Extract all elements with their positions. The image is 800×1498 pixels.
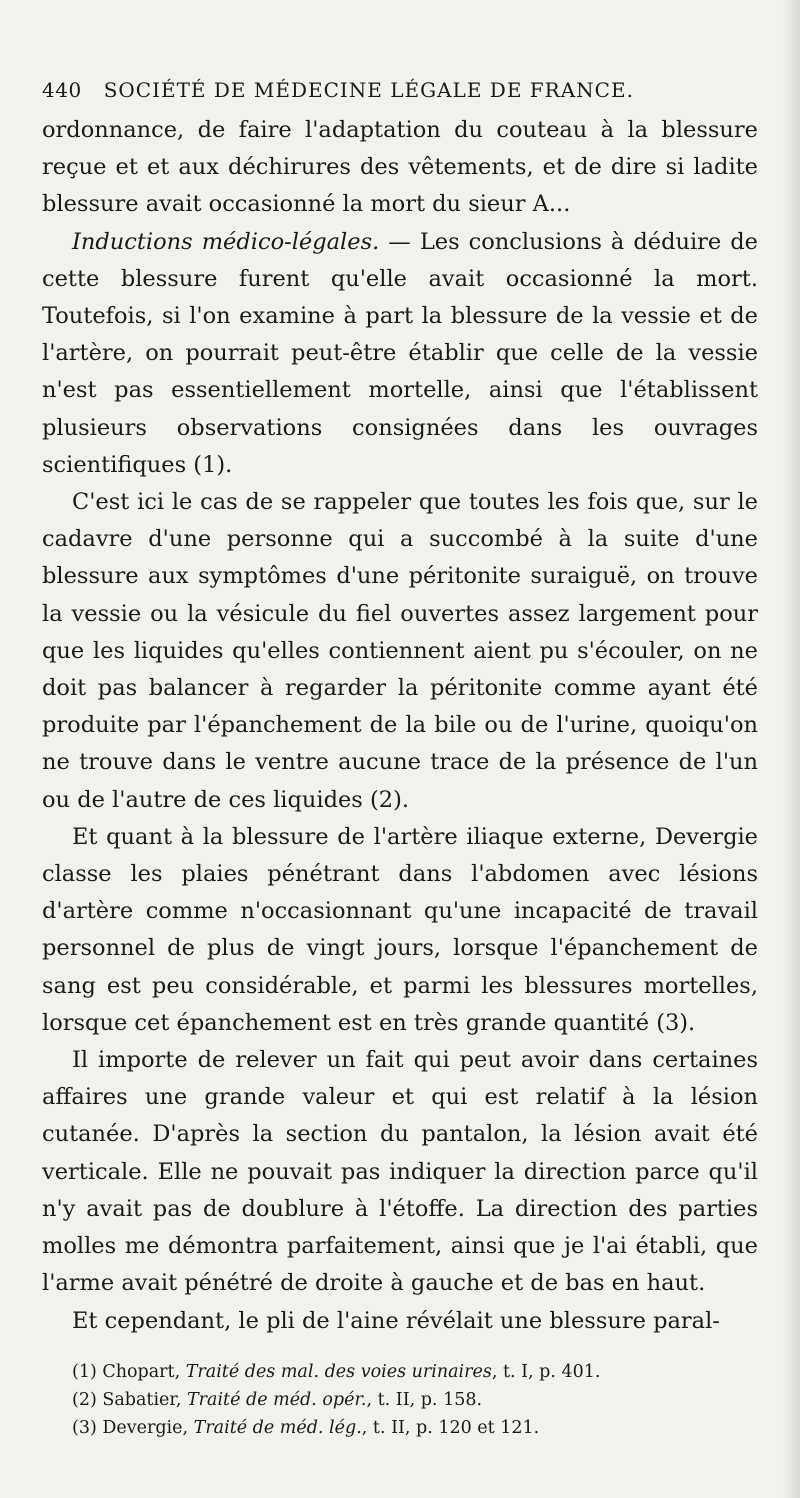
paragraph-2 [42,224,758,484]
footnote-1-author: (1) Chopart, [72,1361,186,1382]
footnote-2 [72,1386,758,1414]
page-number: 440 [42,78,82,102]
paragraph-5: Il importe de relever un fait qui peut avoir dans certaines affaires une grande valeur et qui est relatif à la lésion cutanée. D'après la section du pantalon, la lésion avait été verticale. Elle ne pouvait pas indiquer la direction parce qu'il n'y avait pas de doublure à l'étoffe. La direction des parties molles me démontra parfaitement, ainsi que je l'ai établi, que l'arme avait pénétré de droite à gauche et de bas en haut. [42,1047,758,1297]
paragraph-2-text: — Les conclusions à déduire de cette blessure furent qu'elle avait occasionné la mort. Toutefois, si l'on examine à part la blessure de la vessie et de l'artère, on pourrait peut-être établir que celle de la vessie n'est pas essentiellement mortelle, ainsi que l'établissent plusieurs observations consignées dans les ouvrages scientifiques (1). [42,228,758,478]
paragraph-1: ordonnance, de faire l'adaptation du couteau à la blessure reçue et et aux déchirures des vêtements, et de dire si ladite blessure avait occasionné la mort du sieur A... [42,117,758,218]
footnote-3-ref: , t. II, p. 120 et 121. [361,1417,540,1438]
paragraph-6: Et cependant, le pli de l'aine révélait une blessure paral- [72,1307,720,1334]
section-heading: Inductions médico-légales. [72,228,380,255]
paragraph-3: C'est ici le cas de se rappeler que toutes les fois que, sur le cadavre d'une personne qui a succombé à la suite d'une blessure aux symptômes d'une péritonite suraiguë, on trouve la vessie ou la vésicule du fiel ouvertes assez largement pour que les liquides qu'elles contiennent aient pu s'écouler, on ne doit pas balancer à regarder la péritonite comme ayant été produite par l'épanchement de la bile ou de l'urine, quoiqu'on ne trouve dans le ventre aucune trace de la présence de l'un ou de l'autre de ces liquides (2). [42,489,758,813]
footnote-1-title: Traité des mal. des voies urinaires [185,1361,492,1382]
footnote-3 [72,1414,758,1442]
footnote-3-title: Traité de méd. lég. [193,1417,362,1438]
footnote-2-title: Traité de méd. opér. [186,1389,367,1410]
running-title: SOCIÉTÉ DE MÉDECINE LÉGALE DE FRANCE. [103,78,634,102]
footnote-3-author: (3) Devergie, [72,1417,194,1438]
footnote-2-author: (2) Sabatier, [72,1389,187,1410]
paragraph-4: Et quant à la blessure de l'artère iliaque externe, Devergie classe les plaies pénétrant dans l'abdomen avec lésions d'artère comme n'occasionnant qu'une incapacité de travail personnel de plus de vingt jours, lorsque l'épanchement de sang est peu considérable, et parmi les blessures mortelles, lorsque cet épanchement est en très grande quantité (3). [42,823,758,1036]
footnote-1-ref: , t. I, p. 401. [491,1361,601,1382]
page-edge-shadow [782,0,800,1498]
footnote-2-ref: , t. II, p. 158. [366,1389,483,1410]
running-header [42,78,758,112]
page-body [42,112,758,1340]
footnote-1 [72,1358,758,1386]
footnotes [42,1358,758,1442]
